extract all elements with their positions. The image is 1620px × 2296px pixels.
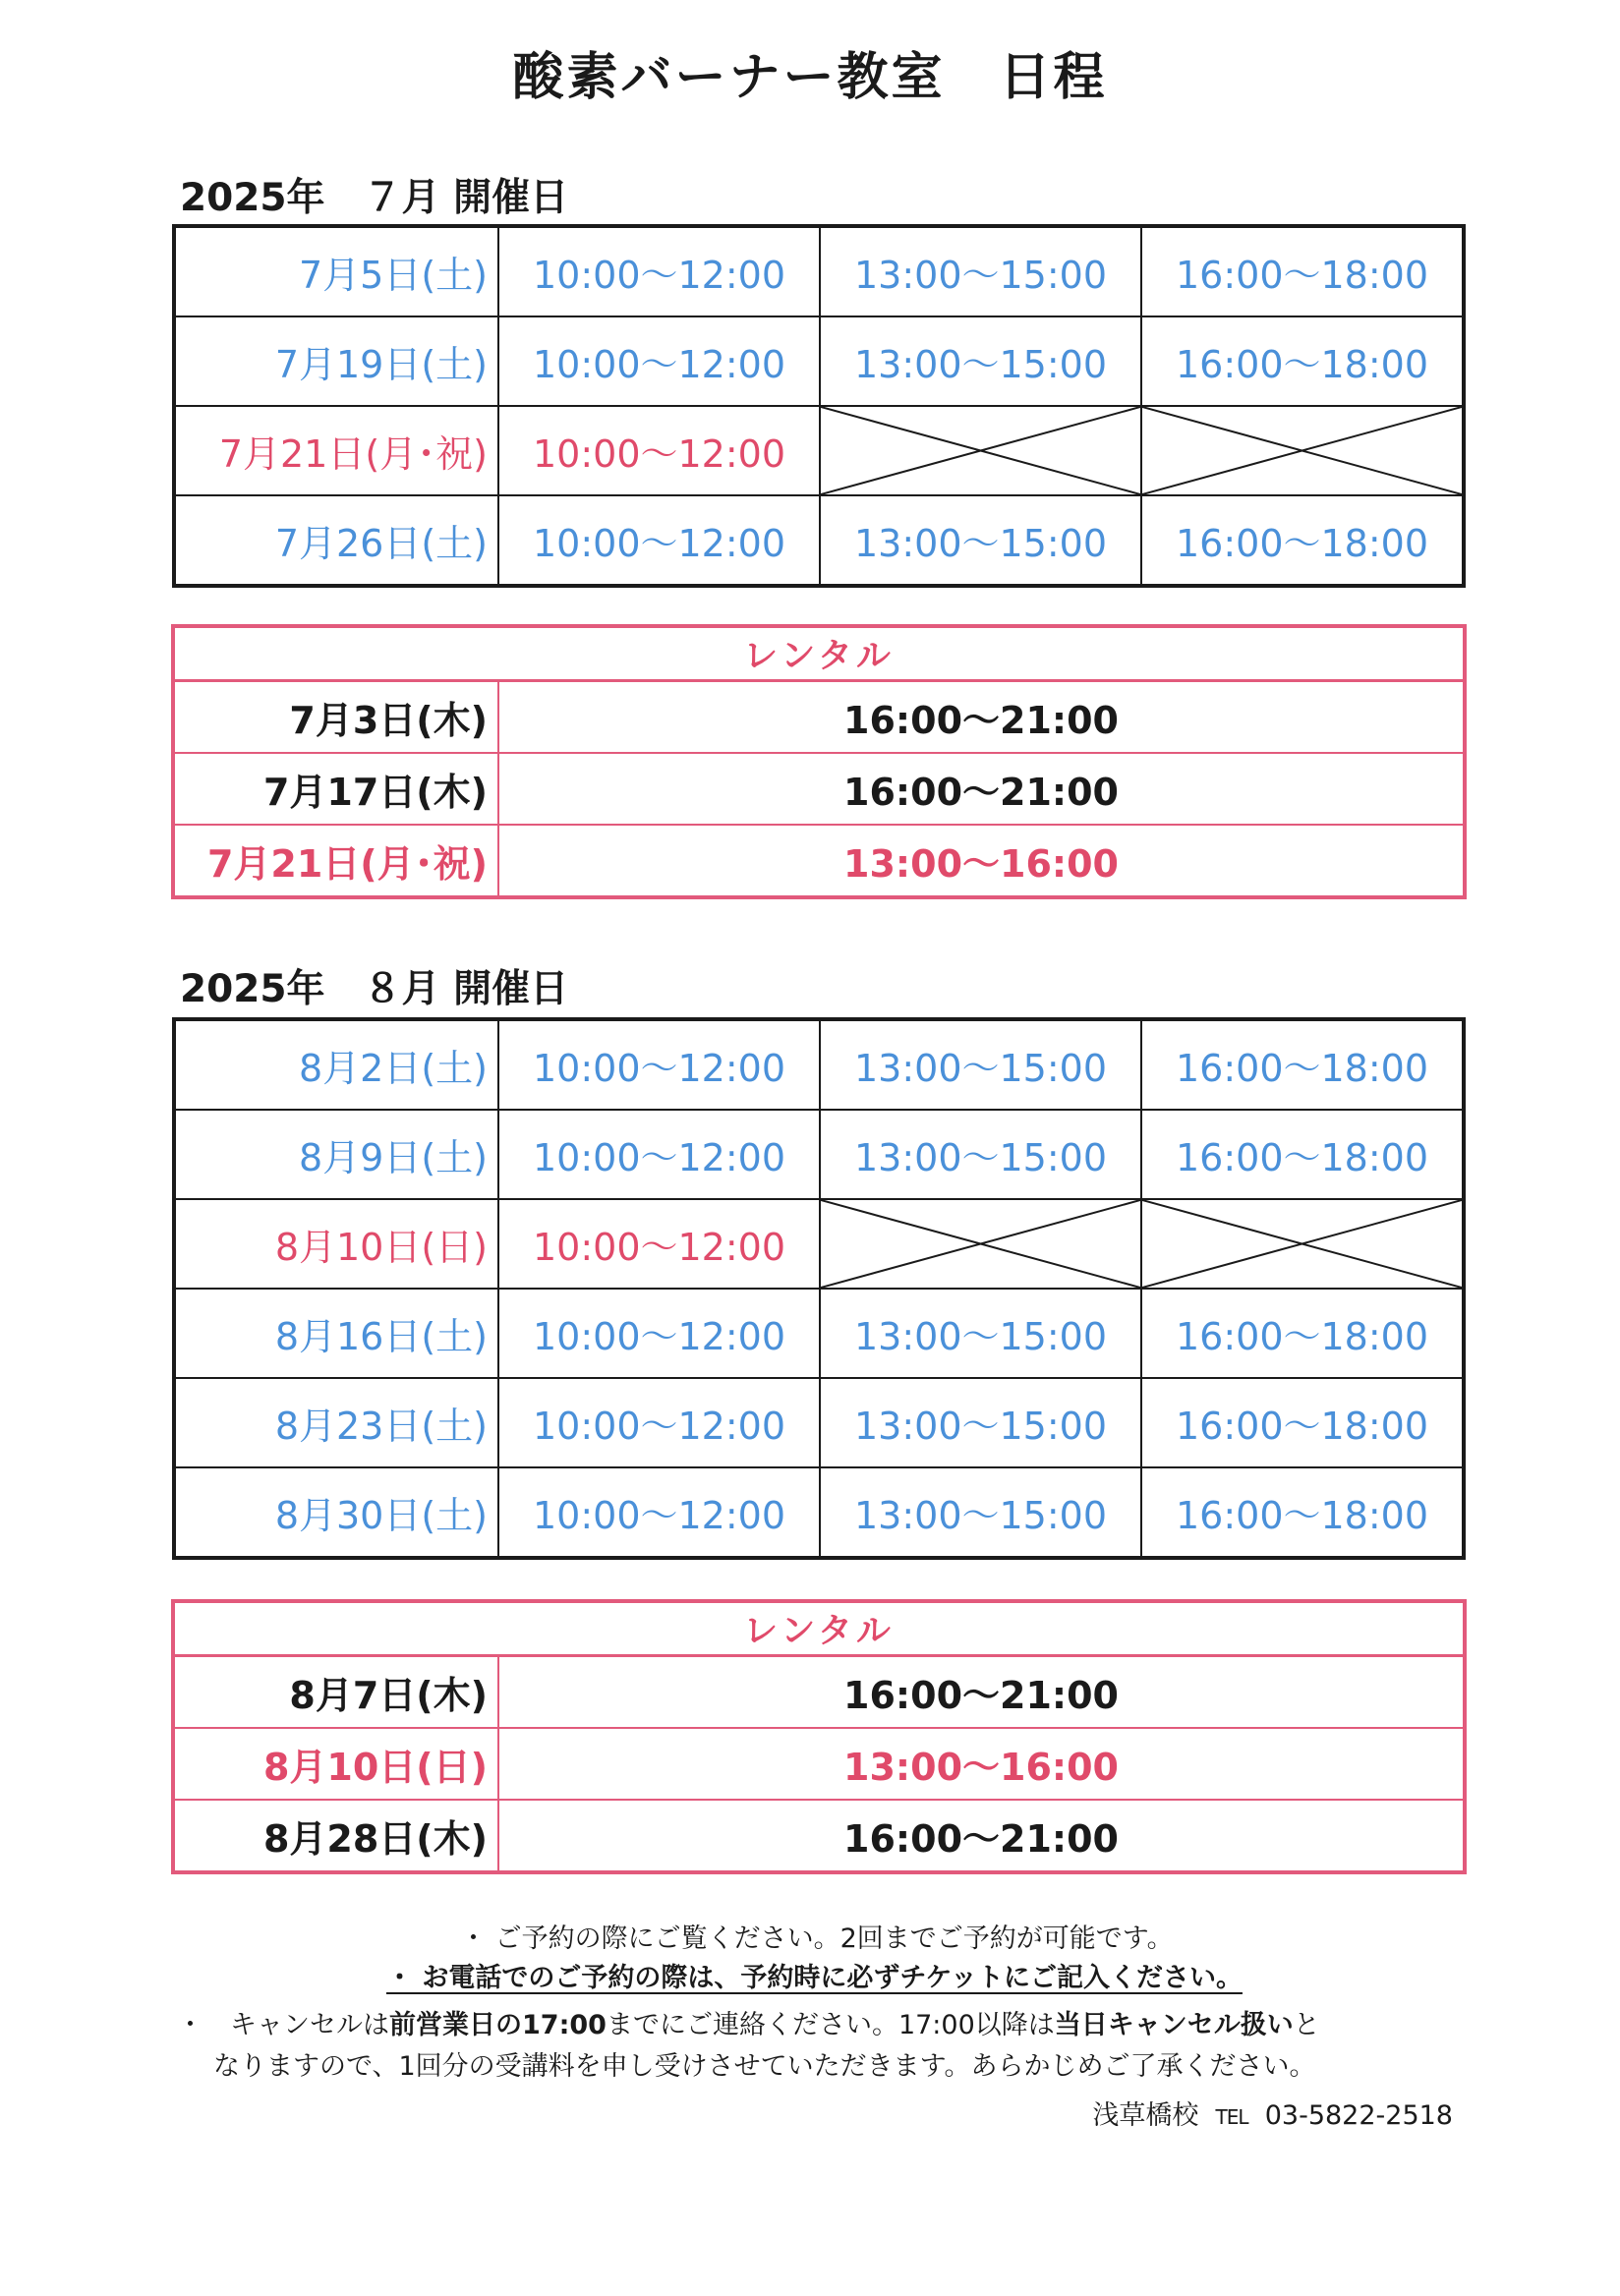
school-name: 浅草橋校: [1092, 2100, 1199, 2131]
schedule-date: 8月23日(土): [174, 1378, 498, 1467]
note-text: までにご連絡ください。17:00以降は: [606, 2010, 1055, 2040]
time-slot: 16:00～18:00: [1141, 316, 1464, 406]
note-text: と: [1293, 2010, 1320, 2040]
time-slot: 16:00～18:00: [1141, 1378, 1464, 1467]
schedule-date: 7月26日(土): [174, 495, 498, 586]
page-title: 酸素バーナー教室 日程: [512, 48, 1108, 107]
schedule-date: 7月5日(土): [174, 226, 498, 316]
rental-date: 7月17日(木): [173, 753, 498, 825]
time-slot: 10:00～12:00: [498, 495, 820, 586]
july-rental-table: [171, 624, 1467, 899]
rental-time: 16:00～21:00: [498, 753, 1465, 825]
phone-number: 03-5822-2518: [1264, 2100, 1453, 2131]
august-schedule-table: [172, 1017, 1466, 1560]
note-bullet: ・: [177, 2010, 203, 2040]
time-slot: 16:00～18:00: [1141, 1467, 1464, 1558]
unavailable-slot-cross: [820, 1199, 1141, 1289]
schedule-date: 7月21日(月･祝): [174, 406, 498, 495]
rental-row: [173, 753, 1465, 825]
rental-row: [173, 1800, 1465, 1872]
time-slot: 13:00～15:00: [820, 316, 1141, 406]
time-slot: 10:00～12:00: [498, 1199, 820, 1289]
rental-row: [173, 825, 1465, 897]
rental-row: [173, 681, 1465, 754]
rental-header: レンタル: [173, 1601, 1465, 1656]
august-rental-table: [171, 1599, 1467, 1874]
note-booking-limit: ・ ご予約の際にご覧ください。2回までご予約が可能です。: [460, 1923, 1174, 1954]
rental-date: 8月28日(木): [173, 1800, 498, 1872]
time-slot: 13:00～15:00: [820, 1378, 1141, 1467]
note-deadline: 前営業日の17:00: [389, 2010, 607, 2040]
time-slot: 13:00～15:00: [820, 1019, 1141, 1110]
rental-date: 8月7日(木): [173, 1656, 498, 1729]
time-slot: 16:00～18:00: [1141, 1110, 1464, 1199]
cross-mark-icon: [1142, 407, 1462, 494]
cross-mark-icon: [1142, 1200, 1462, 1288]
july-heading: 2025年 ７月 開催日: [180, 176, 569, 220]
schedule-row: [174, 1289, 1464, 1378]
note-cancel-line2: なりますので、1回分の受講料を申し受けさせていただきます。あらかじめご了承ください。: [213, 2051, 1316, 2082]
unavailable-slot-cross: [1141, 1199, 1464, 1289]
schedule-row: [174, 1019, 1464, 1110]
schedule-date: 8月30日(土): [174, 1467, 498, 1558]
schedule-row: [174, 495, 1464, 586]
rental-row: [173, 1656, 1465, 1729]
note-cancel-line1: [177, 2003, 1320, 2041]
note-text: キャンセルは: [230, 2010, 389, 2040]
schedule-date: 8月2日(土): [174, 1019, 498, 1110]
time-slot: 10:00～12:00: [498, 1019, 820, 1110]
time-slot: 13:00～15:00: [820, 1289, 1141, 1378]
rental-date: 7月21日(月･祝): [173, 825, 498, 897]
schedule-date: 8月9日(土): [174, 1110, 498, 1199]
time-slot: 16:00～18:00: [1141, 495, 1464, 586]
rental-date: 7月3日(木): [173, 681, 498, 754]
rental-time: 16:00～21:00: [498, 1656, 1465, 1729]
schedule-row: [174, 406, 1464, 495]
time-slot: 13:00～15:00: [820, 1467, 1141, 1558]
time-slot: 10:00～12:00: [498, 406, 820, 495]
rental-time: 16:00～21:00: [498, 681, 1465, 754]
cross-mark-icon: [821, 1200, 1140, 1288]
time-slot: 10:00～12:00: [498, 1289, 820, 1378]
schedule-row: [174, 226, 1464, 316]
rental-date: 8月10日(日): [173, 1728, 498, 1800]
cross-mark-icon: [821, 407, 1140, 494]
unavailable-slot-cross: [1141, 406, 1464, 495]
time-slot: 13:00～15:00: [820, 226, 1141, 316]
tel-label: TEL: [1215, 2105, 1248, 2129]
footer-contact: [1092, 2094, 1453, 2132]
july-schedule-table: [172, 224, 1466, 588]
schedule-row: [174, 1378, 1464, 1467]
time-slot: 16:00～18:00: [1141, 1289, 1464, 1378]
note-phone-booking: ・ お電話でのご予約の際は、予約時に必ずチケットにご記入ください。: [386, 1963, 1243, 1993]
time-slot: 10:00～12:00: [498, 316, 820, 406]
time-slot: 10:00～12:00: [498, 1378, 820, 1467]
rental-header: レンタル: [173, 626, 1465, 681]
time-slot: 16:00～18:00: [1141, 1019, 1464, 1110]
rental-time: 13:00～16:00: [498, 825, 1465, 897]
august-heading: 2025年 ８月 開催日: [180, 967, 569, 1011]
time-slot: 16:00～18:00: [1141, 226, 1464, 316]
time-slot: 10:00～12:00: [498, 1467, 820, 1558]
time-slot: 13:00～15:00: [820, 1110, 1141, 1199]
unavailable-slot-cross: [820, 406, 1141, 495]
schedule-row: [174, 1199, 1464, 1289]
schedule-row: [174, 1110, 1464, 1199]
rental-time: 13:00～16:00: [498, 1728, 1465, 1800]
time-slot: 13:00～15:00: [820, 495, 1141, 586]
schedule-date: 8月16日(土): [174, 1289, 498, 1378]
rental-time: 16:00～21:00: [498, 1800, 1465, 1872]
schedule-row: [174, 1467, 1464, 1558]
rental-row: [173, 1728, 1465, 1800]
note-same-day-cancel: 当日キャンセル扱い: [1054, 2010, 1294, 2040]
schedule-date: 8月10日(日): [174, 1199, 498, 1289]
time-slot: 10:00～12:00: [498, 226, 820, 316]
schedule-date: 7月19日(土): [174, 316, 498, 406]
time-slot: 10:00～12:00: [498, 1110, 820, 1199]
schedule-row: [174, 316, 1464, 406]
